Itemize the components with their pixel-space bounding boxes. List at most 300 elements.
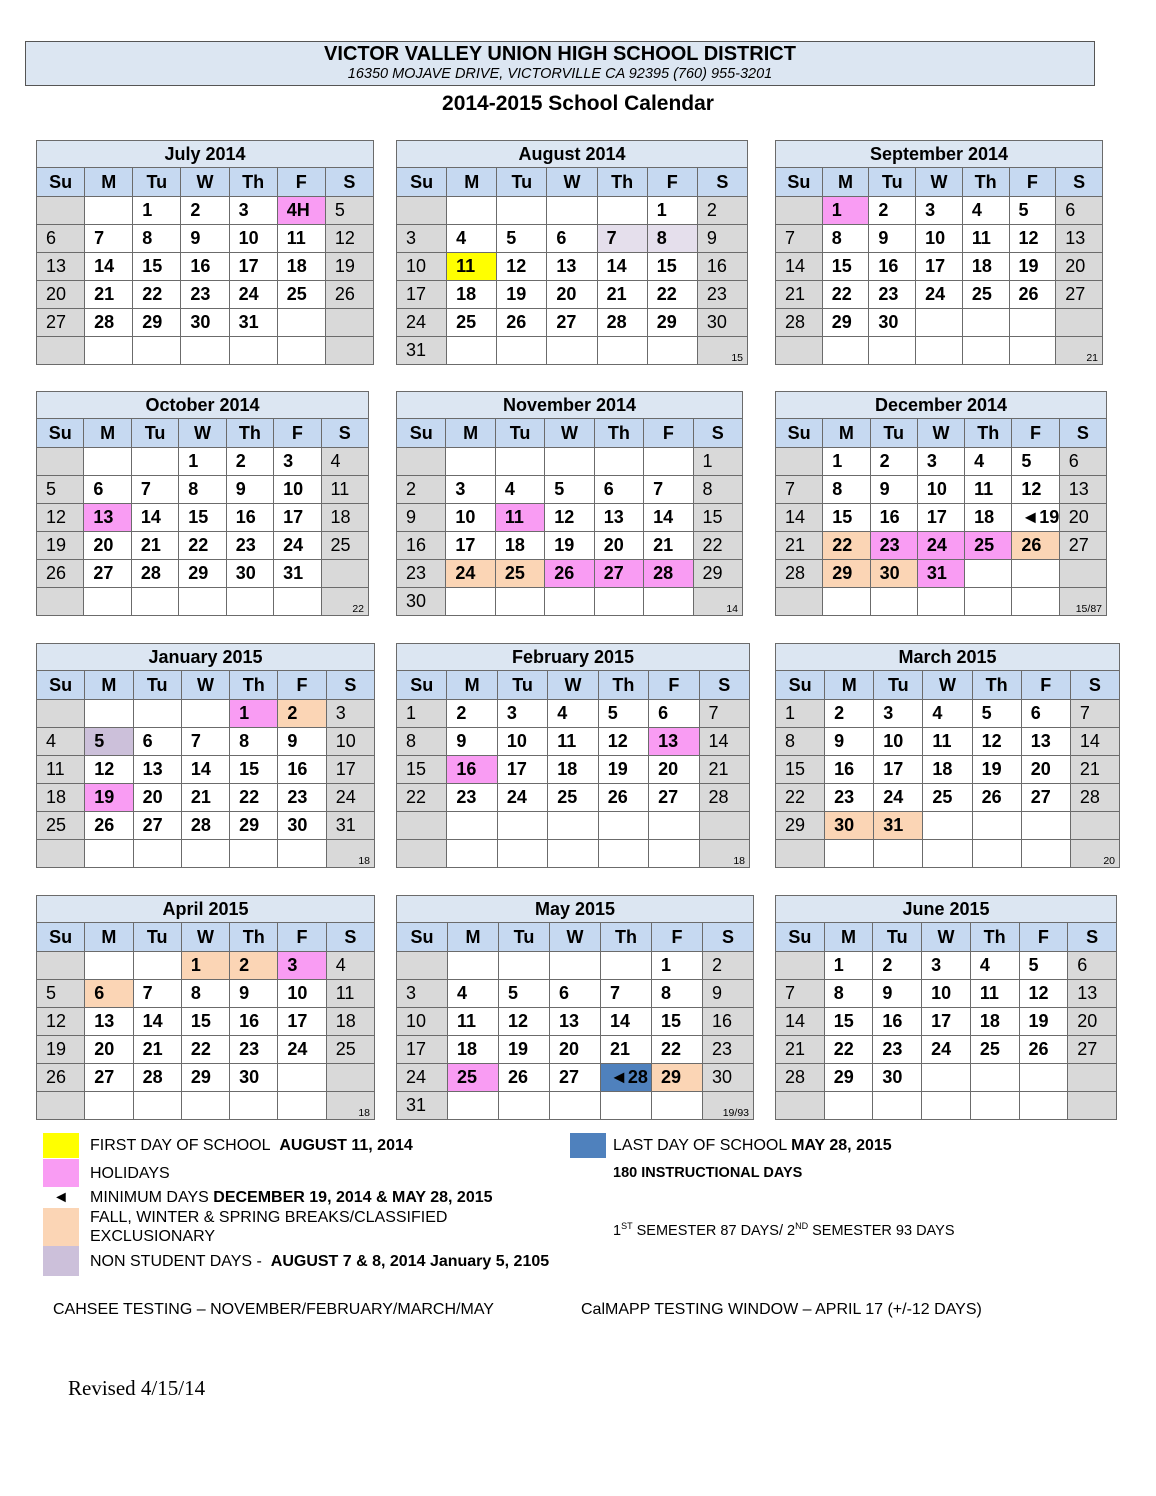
day-cell: 22 <box>822 281 869 309</box>
holidays-legend: HOLIDAYS <box>90 1165 170 1182</box>
month-name: June 2015 <box>776 896 1117 923</box>
day-cell: 3 <box>397 225 447 253</box>
day-cell: 13 <box>547 253 597 281</box>
day-cell: 13 <box>37 253 85 281</box>
day-cell: 14 <box>597 253 647 281</box>
day-cell: 27 <box>85 1064 133 1092</box>
day-cell: 9 <box>697 225 747 253</box>
day-cell: 14 <box>776 504 823 532</box>
empty-cell <box>1019 1092 1068 1120</box>
day-cell: 23 <box>226 532 273 560</box>
day-cell: 24 <box>397 1064 448 1092</box>
day-cell: 1 <box>693 448 742 476</box>
day-cell: 11 <box>447 253 497 281</box>
empty-cell <box>84 448 131 476</box>
day-cell: 4 <box>326 952 374 980</box>
day-cell: 7 <box>597 225 647 253</box>
empty-cell <box>278 1064 326 1092</box>
day-cell: 29 <box>824 1064 873 1092</box>
day-cell: 18 <box>37 784 85 812</box>
month-name: January 2015 <box>37 644 375 671</box>
empty-cell <box>597 197 647 225</box>
day-cell: 8 <box>776 728 825 756</box>
day-cell: 24 <box>916 281 963 309</box>
day-cell: 23 <box>230 1036 278 1064</box>
empty-cell <box>448 1092 499 1120</box>
empty-cell <box>923 840 972 868</box>
day-cell: 9 <box>447 728 497 756</box>
weekday-header: Th <box>230 923 278 952</box>
day-cell: 23 <box>825 784 874 812</box>
empty-cell <box>397 197 447 225</box>
day-cell: 3 <box>917 448 964 476</box>
weekday-header: Th <box>229 168 277 197</box>
empty-cell <box>37 840 85 868</box>
empty-cell <box>181 700 229 728</box>
day-cell: 25 <box>448 1064 499 1092</box>
day-cell: 2 <box>181 197 229 225</box>
day-cell: 9 <box>870 476 917 504</box>
day-cell: 8 <box>693 476 742 504</box>
minimum-days-label: MINIMUM DAYS <box>90 1189 209 1206</box>
day-cell: 20 <box>550 1036 601 1064</box>
empty-cell <box>776 840 825 868</box>
day-cell: 5 <box>499 980 550 1008</box>
day-cell: 24 <box>397 309 447 337</box>
day-cell: 4 <box>321 448 368 476</box>
empty-cell <box>497 812 547 840</box>
day-cell: 12 <box>598 728 648 756</box>
day-cell: 9 <box>869 225 916 253</box>
day-cell: 3 <box>326 700 374 728</box>
day-cell: 6 <box>649 700 699 728</box>
day-cell: 16 <box>870 504 917 532</box>
empty-cell <box>962 337 1009 365</box>
empty-cell <box>1059 560 1106 588</box>
day-cell: 19 <box>499 1036 550 1064</box>
day-cell: 22 <box>652 1036 703 1064</box>
day-cell: 29 <box>823 560 870 588</box>
sem-text1: SEMESTER 87 DAYS/ 2 <box>632 1222 796 1239</box>
day-cell: 3 <box>922 952 971 980</box>
day-cell: 28 <box>699 784 749 812</box>
weekday-header: S <box>699 671 749 700</box>
month-name: April 2015 <box>37 896 375 923</box>
day-cell: 30 <box>226 560 273 588</box>
day-cell: 14 <box>776 253 823 281</box>
empty-cell <box>230 840 278 868</box>
day-cell: 5 <box>497 225 547 253</box>
day-cell: 26 <box>1012 532 1059 560</box>
day-cell: 14 <box>133 1008 181 1036</box>
non-student-swatch <box>43 1246 79 1276</box>
weekday-header: Su <box>397 419 446 448</box>
day-cell: 5 <box>325 197 373 225</box>
day-cell: 14 <box>181 756 229 784</box>
day-cell: ◄28 <box>601 1064 652 1092</box>
empty-cell <box>652 1092 703 1120</box>
weekday-header: F <box>1019 923 1068 952</box>
day-cell: 11 <box>548 728 598 756</box>
weekday-header: Su <box>37 168 85 197</box>
day-cell: 8 <box>647 225 697 253</box>
day-cell: 2 <box>870 448 917 476</box>
day-cell: 6 <box>1068 952 1117 980</box>
day-cell: 10 <box>446 504 495 532</box>
first-day-label: FIRST DAY OF SCHOOL <box>90 1137 271 1154</box>
day-cell: 8 <box>230 728 278 756</box>
day-cell: 25 <box>326 1036 374 1064</box>
weekday-header: F <box>274 419 321 448</box>
day-cell: 10 <box>397 1008 448 1036</box>
weekday-header: F <box>278 923 326 952</box>
day-cell: 27 <box>133 812 181 840</box>
empty-cell <box>922 1064 971 1092</box>
day-cell: 11 <box>923 728 972 756</box>
day-cell: 20 <box>1068 1008 1117 1036</box>
day-cell: 1 <box>397 700 447 728</box>
weekday-header: M <box>84 419 131 448</box>
day-cell: 18 <box>326 1008 374 1036</box>
day-cell: 6 <box>1056 197 1103 225</box>
empty-cell <box>133 700 181 728</box>
day-cell: 16 <box>397 532 446 560</box>
day-cell: 24 <box>229 281 277 309</box>
day-cell: 28 <box>776 1064 825 1092</box>
day-cell: 26 <box>545 560 594 588</box>
day-cell: 8 <box>652 980 703 1008</box>
day-cell: 1 <box>179 448 226 476</box>
empty-cell <box>547 197 597 225</box>
empty-cell <box>85 952 133 980</box>
day-cell: 23 <box>703 1036 754 1064</box>
weekday-header: Su <box>397 923 448 952</box>
empty-cell <box>874 840 923 868</box>
weekday-header: Tu <box>133 671 181 700</box>
day-cell: 18 <box>448 1036 499 1064</box>
weekday-header: Su <box>37 419 84 448</box>
first-day-date: AUGUST 11, 2014 <box>279 1137 413 1154</box>
day-cell: 26 <box>497 309 547 337</box>
weekday-header: W <box>179 419 226 448</box>
month-may-2015 <box>396 895 754 1120</box>
weekday-header: F <box>644 419 693 448</box>
month-table <box>36 643 375 868</box>
day-cell: 16 <box>226 504 273 532</box>
day-cell: 1 <box>824 952 873 980</box>
day-cell: 16 <box>181 253 229 281</box>
day-cell: 16 <box>825 756 874 784</box>
day-cell: 13 <box>1021 728 1070 756</box>
day-cell: 3 <box>497 700 547 728</box>
day-cell: 12 <box>85 756 133 784</box>
month-march-2015 <box>775 643 1120 868</box>
day-cell: 22 <box>179 532 226 560</box>
empty-cell <box>85 197 133 225</box>
day-cell: 21 <box>776 281 823 309</box>
day-cell: 27 <box>1068 1036 1117 1064</box>
instructional-day-count: 20 <box>1070 840 1119 868</box>
instructional-day-count: 14 <box>693 588 742 616</box>
month-table <box>36 895 375 1120</box>
weekday-header: M <box>448 923 499 952</box>
empty-cell <box>776 588 823 616</box>
day-cell: 5 <box>37 476 84 504</box>
empty-cell <box>85 700 133 728</box>
day-cell: 26 <box>598 784 648 812</box>
empty-cell <box>548 812 598 840</box>
day-cell: 7 <box>133 980 181 1008</box>
day-cell: 10 <box>916 225 963 253</box>
month-table <box>775 391 1107 616</box>
instructional-day-count: 18 <box>326 1092 374 1120</box>
month-november-2014 <box>396 391 743 616</box>
weekday-header: Su <box>776 168 823 197</box>
day-cell: 31 <box>229 309 277 337</box>
month-december-2014 <box>775 391 1107 616</box>
day-cell: 8 <box>181 980 229 1008</box>
day-cell: 10 <box>326 728 374 756</box>
day-cell: 7 <box>131 476 178 504</box>
day-cell: 7 <box>776 980 825 1008</box>
day-cell: 29 <box>776 812 825 840</box>
day-cell: 24 <box>278 1036 326 1064</box>
day-cell: 24 <box>274 532 321 560</box>
empty-cell <box>972 840 1021 868</box>
empty-cell <box>601 1092 652 1120</box>
day-cell: 20 <box>649 756 699 784</box>
minimum-days-dates: DECEMBER 19, 2014 & MAY 28, 2015 <box>213 1189 493 1206</box>
weekday-header: F <box>649 671 699 700</box>
empty-cell <box>495 448 544 476</box>
day-cell: 10 <box>874 728 923 756</box>
day-cell: ◄19 <box>1012 504 1059 532</box>
day-cell: 27 <box>37 309 85 337</box>
day-cell: 17 <box>278 1008 326 1036</box>
day-cell: 19 <box>85 784 133 812</box>
day-cell: 7 <box>1070 700 1119 728</box>
empty-cell <box>321 560 368 588</box>
day-cell: 16 <box>230 1008 278 1036</box>
instructional-day-count: 22 <box>321 588 368 616</box>
day-cell: 29 <box>652 1064 703 1092</box>
non-student-label: NON STUDENT DAYS - <box>90 1253 262 1270</box>
weekday-header: Th <box>230 671 278 700</box>
day-cell: 13 <box>133 756 181 784</box>
day-cell: 27 <box>594 560 643 588</box>
weekday-header: W <box>923 671 972 700</box>
day-cell: 16 <box>703 1008 754 1036</box>
weekday-header: W <box>547 168 597 197</box>
weekday-header: S <box>326 671 374 700</box>
instructional-day-count: 21 <box>1056 337 1103 365</box>
day-cell: 30 <box>870 560 917 588</box>
month-name: July 2014 <box>37 141 374 168</box>
empty-cell <box>181 1092 229 1120</box>
weekday-header: Su <box>37 671 85 700</box>
day-cell: 17 <box>446 532 495 560</box>
empty-cell <box>550 1092 601 1120</box>
empty-cell <box>325 309 373 337</box>
sem1-number: 1 <box>613 1222 622 1239</box>
day-cell: 7 <box>85 225 133 253</box>
day-cell: 26 <box>325 281 373 309</box>
day-cell: 6 <box>550 980 601 1008</box>
weekday-header: Th <box>601 923 652 952</box>
day-cell: 22 <box>133 281 181 309</box>
day-cell: 10 <box>922 980 971 1008</box>
weekday-header: M <box>825 671 874 700</box>
weekday-header: M <box>822 168 869 197</box>
day-cell: 30 <box>697 309 747 337</box>
day-cell: 11 <box>37 756 85 784</box>
weekday-header: S <box>703 923 754 952</box>
empty-cell <box>550 952 601 980</box>
day-cell: 10 <box>274 476 321 504</box>
non-student-legend <box>90 1252 549 1271</box>
day-cell: 25 <box>923 784 972 812</box>
day-cell: 20 <box>37 281 85 309</box>
day-cell: 23 <box>870 532 917 560</box>
day-cell: 2 <box>869 197 916 225</box>
empty-cell <box>181 337 229 365</box>
empty-cell <box>1009 337 1056 365</box>
day-cell: 11 <box>277 225 325 253</box>
weekday-header: F <box>647 168 697 197</box>
empty-cell <box>37 700 85 728</box>
day-cell: 10 <box>278 980 326 1008</box>
empty-cell <box>497 197 547 225</box>
day-cell: 12 <box>499 1008 550 1036</box>
day-cell: 31 <box>397 1092 448 1120</box>
day-cell: 13 <box>84 504 131 532</box>
weekday-header: Tu <box>131 419 178 448</box>
empty-cell <box>823 588 870 616</box>
month-august-2014 <box>396 140 748 365</box>
empty-cell <box>229 337 277 365</box>
weekday-header: Th <box>965 419 1012 448</box>
weekday-header: S <box>321 419 368 448</box>
day-cell: 9 <box>226 476 273 504</box>
day-cell: 1 <box>647 197 697 225</box>
day-cell: 4 <box>965 448 1012 476</box>
day-cell: 4 <box>962 197 1009 225</box>
weekday-header: S <box>1068 923 1117 952</box>
weekday-header: F <box>1021 671 1070 700</box>
weekday-header: S <box>325 168 373 197</box>
day-cell: 13 <box>1056 225 1103 253</box>
empty-cell <box>598 812 648 840</box>
month-table <box>396 643 750 868</box>
weekday-header: F <box>1009 168 1056 197</box>
day-cell: 17 <box>916 253 963 281</box>
day-cell: 19 <box>1019 1008 1068 1036</box>
day-cell: 8 <box>822 225 869 253</box>
weekday-header: W <box>545 419 594 448</box>
day-cell: 4H <box>277 197 325 225</box>
semester-days <box>613 1217 955 1241</box>
day-cell: 22 <box>823 532 870 560</box>
empty-cell <box>133 1092 181 1120</box>
day-cell: 10 <box>397 253 447 281</box>
weekday-header: Tu <box>497 671 547 700</box>
month-september-2014 <box>775 140 1103 365</box>
empty-cell <box>397 840 447 868</box>
month-table <box>775 895 1117 1120</box>
empty-cell <box>970 1064 1019 1092</box>
day-cell: 30 <box>278 812 326 840</box>
day-cell: 25 <box>321 532 368 560</box>
instructional-day-count: 19/93 <box>703 1092 754 1120</box>
weekday-header: F <box>652 923 703 952</box>
day-cell: 12 <box>497 253 547 281</box>
day-cell: 19 <box>37 532 84 560</box>
day-cell: 17 <box>326 756 374 784</box>
month-name: October 2014 <box>37 392 369 419</box>
day-cell: 6 <box>1059 448 1106 476</box>
day-cell: 7 <box>181 728 229 756</box>
holiday-swatch <box>43 1159 79 1187</box>
empty-cell <box>397 952 448 980</box>
weekday-header: Su <box>37 923 85 952</box>
empty-cell <box>825 840 874 868</box>
day-cell: 3 <box>446 476 495 504</box>
day-cell: 14 <box>131 504 178 532</box>
weekday-header: Su <box>776 419 823 448</box>
day-cell: 27 <box>1059 532 1106 560</box>
day-cell: 4 <box>495 476 544 504</box>
day-cell: 6 <box>1021 700 1070 728</box>
day-cell: 2 <box>447 700 497 728</box>
breaks-legend-line2: EXCLUSIONARY <box>90 1228 216 1245</box>
day-cell: 12 <box>545 504 594 532</box>
non-student-dates: AUGUST 7 & 8, 2014 January 5, 2105 <box>270 1253 550 1270</box>
day-cell: 13 <box>649 728 699 756</box>
day-cell: 3 <box>916 197 963 225</box>
empty-cell <box>869 337 916 365</box>
day-cell: 20 <box>1056 253 1103 281</box>
day-cell: 28 <box>181 812 229 840</box>
empty-cell <box>922 1092 971 1120</box>
empty-cell <box>274 588 321 616</box>
month-july-2014 <box>36 140 374 365</box>
day-cell: 17 <box>917 504 964 532</box>
day-cell: 9 <box>703 980 754 1008</box>
month-name: September 2014 <box>776 141 1103 168</box>
revised-date: Revised 4/15/14 <box>68 1376 206 1400</box>
day-cell: 1 <box>822 197 869 225</box>
day-cell: 13 <box>1068 980 1117 1008</box>
day-cell: 21 <box>601 1036 652 1064</box>
empty-cell <box>446 588 495 616</box>
empty-cell <box>917 588 964 616</box>
day-cell: 23 <box>397 560 446 588</box>
day-cell: 19 <box>37 1036 85 1064</box>
day-cell: 1 <box>181 952 229 980</box>
empty-cell <box>497 337 547 365</box>
day-cell: 27 <box>1056 281 1103 309</box>
weekday-header: Tu <box>497 168 547 197</box>
weekday-header: Th <box>597 168 647 197</box>
day-cell: 4 <box>970 952 1019 980</box>
weekday-header: Tu <box>495 419 544 448</box>
day-cell: 28 <box>133 1064 181 1092</box>
month-name: February 2015 <box>397 644 750 671</box>
day-cell: 11 <box>326 980 374 1008</box>
day-cell: 10 <box>917 476 964 504</box>
day-cell: 20 <box>547 281 597 309</box>
day-cell: 26 <box>85 812 133 840</box>
